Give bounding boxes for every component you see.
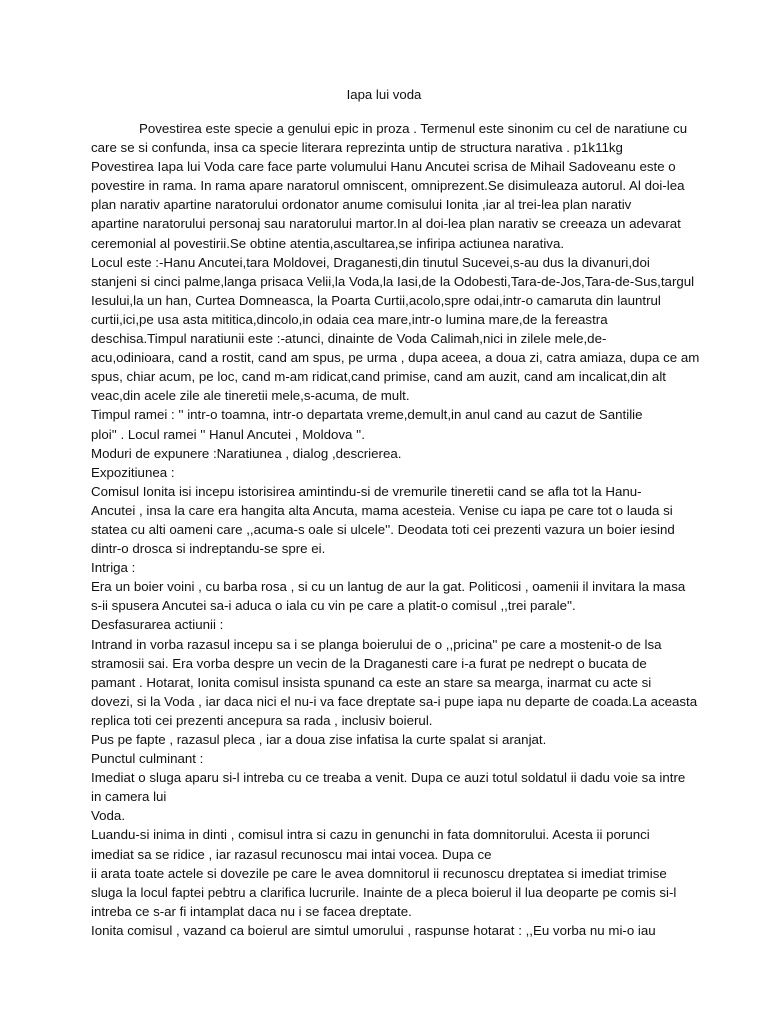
text-line: ploi'' . Locul ramei '' Hanul Ancutei , Moldova ''. [91, 426, 365, 442]
text-line: stramosii sai. Era vorba despre un vecin de la Draganesti care i-a furat pe nedrept o bucata de [91, 655, 647, 671]
text-line: Povestirea Iapa lui Voda care face parte volumului Hanu Ancutei scrisa de Mihail Sadoveanu este o [91, 159, 676, 175]
text-line: povestire in rama. In rama apare naratorul omniscent, omniprezent.Se disimuleaza autorul. Al doi-lea [91, 178, 685, 194]
document-title: Iapa lui voda [346, 87, 422, 102]
text-line: Povestirea este specie a genului epic in proza . Termenul este sinonim cu cel de naratiune cu [139, 121, 688, 136]
text-line: acu,odinioara, cand a rostit, cand am spus, pe urma , dupa aceea, a doua zi, catra amiaza, dupa ce am [91, 350, 700, 366]
text-line: apartine naratorului personaj sau naratorului martor.In al doi-lea plan narativ se creeaza un adevarat [91, 216, 681, 232]
text-line: Luandu-si inima in dinti , comisul intra si cazu in genunchi in fata domnitorului. Acesta ii porunci [91, 827, 650, 843]
text-line: curtii,ici,pe usa asta mititica,dincolo,in odaia cea mare,intr-o lumina mare,de la fereastra [91, 311, 608, 327]
section-heading: Punctul culminant : [91, 751, 204, 767]
text-line: Timpul ramei : '' intr-o toamna, intr-o departata vreme,demult,in anul cand au cazut de Santilie [91, 407, 643, 423]
text-line: plan narativ apartine naratorului ordonator anume comisului Ionita ,iar al trei-lea plan narativ [91, 197, 632, 213]
text-line: Comisul Ionita isi incepu istorisirea amintindu-si de vremurile tineretii cand se afla tot la Hanu- [91, 483, 642, 499]
text-line: stanjeni si cinci palme,langa prisaca Velii,la Voda,la Iasi,de la Odobesti,Tara-de-Jos,Tara-de-Sus,targul [91, 273, 695, 289]
text-line: ii arata toate actele si dovezile pe care le avea domnitorul ii recunoscu dreptatea si imediat trimise [91, 865, 667, 881]
section-heading: Intriga : [91, 560, 136, 576]
text-line: care se si confunda, insa ca specie literara reprezinta untip de structura narativa . p1k11kg [91, 140, 623, 156]
text-line: Moduri de expunere :Naratiunea , dialog ,descrierea. [91, 445, 402, 461]
text-line: intreba ce s-ar fi intamplat daca nu i se facea dreptate. [91, 903, 412, 919]
text-line: pamant . Hotarat, Ionita comisul insista spunand ca este an stare sa mearga, inarmat cu acte si [91, 674, 652, 690]
text-line: deschisa.Timpul naratiunii este :-atunci, dinainte de Voda Calimah,nici in zilele mele,de- [91, 331, 607, 347]
text-line: sluga la locul faptei pebtru a clarifica lucrurile. Inainte de a pleca boierul il lua deoparte pe comis si-l [91, 884, 677, 900]
text-line: replica toti cei prezenti ancepura sa rada , inclusiv boierul. [91, 712, 433, 728]
text-line: Voda. [91, 808, 126, 824]
section-heading: Desfasurarea actiunii : [91, 617, 224, 633]
section-heading: Expozitiunea : [91, 464, 175, 480]
text-line: Intrand in vorba razasul incepu sa i se planga boierului de o ,,pricina'' pe care a mostenit-o de lsa [91, 636, 662, 652]
text-line: Ancutei , insa la care era hangita alta Ancuta, mama acesteia. Venise cu iapa pe care tot o lauda si [91, 502, 673, 518]
text-line: dintr-o drosca si indreptandu-se spre ei. [91, 541, 326, 557]
document-body [91, 119, 700, 940]
text-line: dovezi, si la Voda , iar daca nici el nu-i va face dreptate sa-i pupe iapa nu departe de coada.La aceasta [91, 693, 698, 709]
text-line: veac,din acele zile ale tineretii mele,s-acuma, de mult. [91, 388, 410, 404]
text-line: Locul este :-Hanu Ancutei,tara Moldovei, Draganesti,din tinutul Sucevei,s-au dus la divanuri,doi [91, 254, 650, 270]
text-line: imediat sa se ridice , iar razasul recunoscu mai intai vocea. Dupa ce [91, 846, 492, 862]
text-line: ceremonial al povestirii.Se obtine atentia,ascultarea,se infiripa actiunea narativa. [91, 235, 565, 251]
text-line: spus, chiar acum, pe loc, cand m-am ridicat,cand primise, cand am auzit, cand am incalicat,din alt [91, 369, 666, 385]
text-line: s-ii spusera Ancutei sa-i aduca o iala cu vin pe care a platit-o comisul ,,trei parale''. [91, 598, 576, 614]
text-line: Imediat o sluga aparu si-l intreba cu ce treaba a venit. Dupa ce auzi totul soldatul ii dadu voie sa intre [91, 770, 686, 786]
text-line: Pus pe fapte , razasul pleca , iar a doua zise infatisa la curte spalat si aranjat. [91, 732, 547, 747]
text-line: Ionita comisul , vazand ca boierul are simtul umorului , raspunse hotarat : ,,Eu vorba nu mi-o iau [91, 922, 656, 938]
text-line: in camera lui [91, 789, 167, 805]
text-line: Era un boier voini , cu barba rosa , si cu un lantug de aur la gat. Politicosi , oamenii il invitara la masa [91, 579, 686, 595]
text-line: Iesului,la un han, Curtea Domneasca, la Poarta Curtii,acolo,spre odai,intr-o camaruta din launtrul [91, 292, 661, 308]
text-line: statea cu alti oameni care ,,acuma-s oale si ulcele''. Deodata toti cei prezenti vazura un boier iesind [91, 521, 675, 537]
